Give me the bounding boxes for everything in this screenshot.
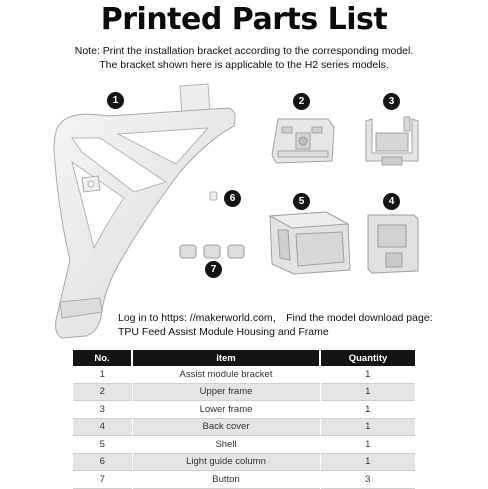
part-number-badge-7: 7: [205, 261, 222, 278]
part-number-badge-6: 6: [224, 190, 241, 207]
table-row: [73, 471, 415, 489]
table-row: [73, 366, 415, 383]
part-2-upper-frame-image: [268, 115, 338, 167]
download-instruction-line-2: TPU Feed Assist Module Housing and Frame: [118, 326, 329, 338]
row-item: Assist module bracket: [132, 366, 320, 383]
part-3-lower-frame-image: [360, 113, 424, 169]
part-5-shell-image: [266, 210, 354, 276]
row-quantity: 3: [320, 471, 415, 489]
part-number-badge-2: 2: [293, 93, 310, 110]
row-item: Shell: [132, 436, 320, 454]
row-quantity: 1: [320, 418, 415, 436]
download-instruction-line-1: Log in to https: //makerworld.com， Find the model download page:: [118, 312, 433, 324]
note-line-2: The bracket shown here is applicable to the H2 series models.: [99, 59, 389, 71]
row-number: 1: [73, 366, 132, 383]
parts-table: [73, 350, 415, 489]
row-quantity: 1: [320, 436, 415, 454]
row-quantity: 1: [320, 401, 415, 419]
table-row: [73, 383, 415, 401]
part-number-badge-4: 4: [383, 193, 400, 210]
row-item: Light guide column: [132, 453, 320, 471]
column-header-item: Item: [132, 350, 320, 366]
row-quantity: 1: [320, 453, 415, 471]
row-item: Lower frame: [132, 401, 320, 419]
row-number: 5: [73, 436, 132, 454]
part-number-badge-3: 3: [383, 93, 400, 110]
row-number: 6: [73, 453, 132, 471]
row-number: 2: [73, 383, 132, 401]
note-line-1: Note: Print the installation bracket according to the corresponding model.: [74, 45, 414, 57]
part-number-badge-5: 5: [293, 193, 310, 210]
part-7-buttons-image: [178, 242, 248, 260]
row-item: Upper frame: [132, 383, 320, 401]
row-number: 3: [73, 401, 132, 419]
row-number: 4: [73, 418, 132, 436]
row-quantity: 1: [320, 383, 415, 401]
table-row: [73, 436, 415, 454]
row-item: Button: [132, 471, 320, 489]
column-header-quantity: Quantity: [320, 350, 415, 366]
part-4-back-cover-image: [364, 211, 422, 277]
part-6-light-guide-column-image: [208, 190, 220, 202]
column-header-no: No.: [73, 350, 132, 366]
row-number: 7: [73, 471, 132, 489]
page-title: Printed Parts List: [100, 2, 388, 37]
parts-table-header: [73, 350, 415, 366]
row-item: Back cover: [132, 418, 320, 436]
part-1-bracket-image: [48, 80, 238, 342]
table-row: [73, 453, 415, 471]
row-quantity: 1: [320, 366, 415, 383]
table-row: [73, 401, 415, 419]
part-number-badge-1: 1: [107, 92, 124, 109]
table-row: [73, 418, 415, 436]
